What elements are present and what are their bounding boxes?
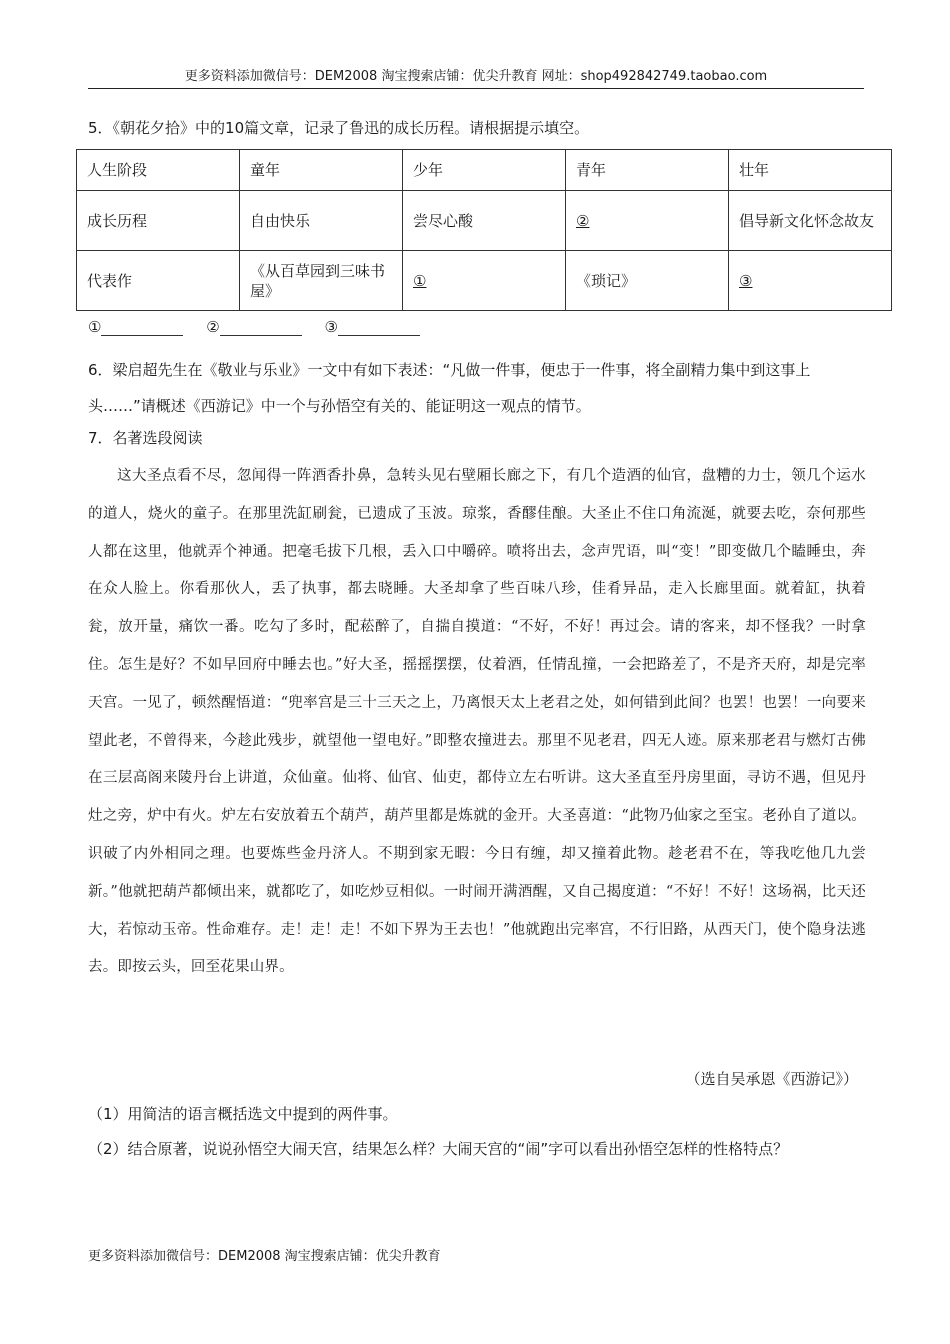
table-cell: 《琐记》 (566, 251, 729, 311)
question-7-title: 7．名著选段阅读 (88, 429, 203, 447)
table-cell-blank-1[interactable]: ① (403, 251, 566, 311)
header-rule (88, 88, 864, 89)
sub-question-1: （1）用简洁的语言概括选文中提到的两件事。 (88, 1105, 398, 1123)
blank-label-1: ① (88, 318, 102, 336)
answer-blanks (88, 318, 438, 336)
table-cell: 尝尽心酸 (403, 191, 566, 251)
table-cell: 青年 (566, 150, 729, 191)
page-footer: 更多资料添加微信号：DEM2008 淘宝搜索店铺：优尖升教育 (88, 1249, 441, 1264)
table-cell: 代表作 (77, 251, 240, 311)
blank-label-3: ③ (324, 318, 338, 336)
table-cell: 童年 (240, 150, 403, 191)
growth-table (76, 149, 892, 311)
question-5-stem: 5．《朝花夕拾》中的10篇文章，记录了鲁迅的成长历程。请根据提示填空。 (88, 119, 590, 137)
answer-blank-3[interactable] (338, 319, 420, 336)
table-cell: 自由快乐 (240, 191, 403, 251)
question-6: 6．梁启超先生在《敬业与乐业》一文中有如下表述：“凡做一件事，便忠于一件事，将全副精力集中到这事上头……”请概述《西游记》中一个与孙悟空有关的、能证明这一观点的情节。 (88, 361, 811, 415)
table-cell: 壮年 (729, 150, 892, 191)
table-row (77, 191, 892, 251)
table-cell: 成长历程 (77, 191, 240, 251)
passage-source: （选自吴承恩《西游记》） (685, 1070, 858, 1088)
table-cell: 人生阶段 (77, 150, 240, 191)
table-cell: 少年 (403, 150, 566, 191)
blank-label-2: ② (206, 318, 220, 336)
answer-blank-1[interactable] (101, 319, 183, 336)
reading-passage: 这大圣点看不尽，忽闻得一阵酒香扑鼻，急转头见右壁厢长廊之下，有几个造酒的仙官，盘糟的力士，领几个运水的道人，烧火的童子。在那里洗缸刷瓮，已遗成了玉波。琼浆，香醪佳酿。大圣止不住口角流涎，就要去吃，奈何那些人都在这里，他就弄个神通。把毫毛拔下几根，丢入口中嚼碎。喷将出去，念声咒语，叫“变！”即变做几个瞌睡虫，奔在众人脸上。你看那伙人，丢了执事，都去晓睡。大圣却拿了些百味八珍，佳肴异品，走入长廊里面。就着缸，执着瓮，放开量，痛饮一番。吃勾了多时，配菘醉了，自揣自摸道：“不好，不好！再过会。请的客来，却不怪我？一时拿住。怎生是好？不如早回府中睡去也。”好大圣，摇摇摆摆，仗着酒，任情乱撞，一会把路差了，不是齐天府，却是完率天宫。一见了，顿然醒悟道：“兜率宫是三十三天之上，乃离恨天太上老君之处，如何错到此间？也罢！也罢！一向要来望此老，不曾得来，今趁此残步，就望他一望电好。”即整农撞进去。那里不见老君，四无人迹。原来那老君与燃灯古佛在三层高阁来陵丹台上讲道，众仙童。仙将、仙官、仙吏，都侍立左右听讲。这大圣直至丹房里面，寻访不遇，但见丹灶之旁，炉中有火。炉左右安放着五个葫芦，葫芦里都是炼就的金开。大圣喜道：“此物乃仙家之至宝。老孙自了道以。识破了内外相同之理。也要炼些金丹济人。不期到家无暇：今日有缠，却又撞着此物。趁老君不在，等我吃他几九尝新。”他就把葫芦都倾出来，就都吃了，如吃炒豆相似。一时闹开满酒醒，又自己揭度道：“不好！不好！这场祸，比天还大，若惊动玉帝。性命难存。走！走！走！不如下界为王去也！”他就跑出完率宫，不行旧路，从西天门，使个隐身法逃去。即按云头，回至花果山界。 (88, 468, 866, 976)
table-cell: 《从百草园到三味书屋》 (240, 251, 403, 311)
sub-question-2: （2）结合原著，说说孙悟空大闹天宫，结果怎么样？大闹天宫的“闹”字可以看出孙悟空怎样的性格特点？ (88, 1140, 789, 1158)
table-row (77, 251, 892, 311)
table-cell-blank-2[interactable]: ② (566, 191, 729, 251)
table-cell-blank-3[interactable]: ③ (729, 251, 892, 311)
table-row (77, 150, 892, 191)
page-header: 更多资料添加微信号：DEM2008 淘宝搜索店铺：优尖升教育 网址：shop492842749.taobao.com (184, 69, 768, 84)
table-cell: 倡导新文化怀念故友 (729, 191, 892, 251)
answer-blank-2[interactable] (220, 319, 302, 336)
